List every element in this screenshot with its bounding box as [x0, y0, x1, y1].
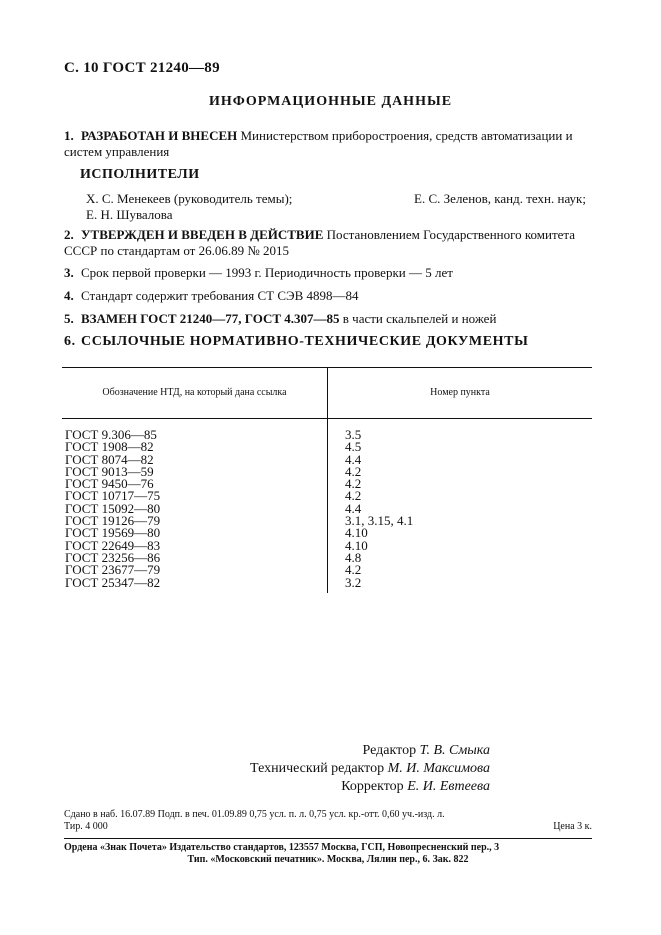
section-2-text: Постановлением Государственного комитета СССР по стандартам от 26.06.89 № 2015 — [64, 227, 576, 258]
ref-item: 3.1, 3.15, 4.1 — [345, 513, 414, 529]
section-1-label: РАЗРАБОТАН И ВНЕСЕН — [81, 128, 238, 143]
section-3-text: Срок первой проверки — 1993 г. Периодичность проверки — 5 лет — [81, 265, 453, 280]
price: Цена 3 к. — [553, 821, 592, 832]
ref-doc: ГОСТ 9450—76 — [62, 478, 328, 490]
section-4-number: 4. — [64, 288, 74, 303]
section-4 — [64, 288, 590, 304]
section-5-number: 5. — [64, 311, 74, 326]
imprint-line: Сдано в наб. 16.07.89 Подп. в печ. 01.09.89 0,75 усл. п. л. 0,75 усл. кр.-отт. 0,60 уч.-изд. л. — [64, 809, 445, 820]
table-header-row — [62, 368, 592, 419]
section-5-text: в части скальпелей и ножей — [339, 311, 497, 326]
imprint-block — [64, 809, 592, 833]
publisher-line-1: Ордена «Знак Почета» Издательство стандартов, 123557 Москва, ГСП, Новопресненский пер., 3 — [64, 842, 500, 853]
ref-doc: ГОСТ 19569—80 — [62, 527, 328, 539]
table-body — [62, 419, 592, 593]
ref-doc: ГОСТ 10717—75 — [62, 490, 328, 502]
section-2-number: 2. — [64, 227, 74, 242]
ref-doc: ГОСТ 23677—79 — [62, 564, 328, 576]
performer-3: Е. Н. Шувалова — [86, 207, 173, 222]
editors-block — [190, 742, 490, 796]
tech-editor-label: Технический редактор — [250, 761, 388, 776]
ref-item: 4.5 — [345, 439, 362, 455]
editor-name: Т. В. Смыка — [419, 743, 490, 758]
section-6-label: ССЫЛОЧНЫЕ НОРМАТИВНО-ТЕХНИЧЕСКИЕ ДОКУМЕНТЫ — [81, 334, 529, 349]
ref-item: 4.2 — [345, 463, 362, 479]
performers-list — [86, 191, 586, 223]
section-2 — [64, 227, 590, 259]
page-title: ИНФОРМАЦИОННЫЕ ДАННЫЕ — [208, 94, 453, 109]
ref-item: 4.2 — [345, 476, 362, 492]
ref-item: 4.2 — [345, 488, 362, 504]
section-1 — [64, 128, 590, 160]
ref-doc: ГОСТ 23256—86 — [62, 552, 328, 564]
tech-editor-line — [190, 760, 490, 778]
corrector-label: Корректор — [341, 779, 408, 794]
ref-doc: ГОСТ 1908—82 — [62, 441, 328, 453]
performer-1: Х. С. Менекеев (руководитель темы); — [86, 191, 293, 206]
ref-item: 3.5 — [345, 427, 362, 442]
table-header-item: Номер пункта — [328, 368, 593, 419]
circulation: Тир. 4 000 — [64, 821, 108, 832]
tech-editor-name: М. И. Максимова — [387, 761, 490, 776]
ref-item: 4.10 — [345, 537, 368, 553]
ref-item: 4.2 — [345, 562, 362, 578]
table-row — [62, 577, 592, 593]
ref-item: 4.8 — [345, 549, 362, 565]
editor-line — [190, 742, 490, 760]
section-5 — [64, 311, 590, 327]
ref-doc: ГОСТ 8074—82 — [62, 454, 328, 466]
performer-2: Е. С. Зеленов, канд. техн. наук; — [414, 191, 586, 206]
performers-heading: ИСПОЛНИТЕЛИ — [80, 167, 200, 182]
editor-label: Редактор — [362, 743, 420, 758]
section-5-label: ВЗАМЕН ГОСТ 21240—77, ГОСТ 4.307—85 — [81, 311, 340, 326]
ref-item: 4.4 — [345, 451, 362, 467]
ref-doc: ГОСТ 25347—82 — [62, 577, 328, 593]
ref-doc: ГОСТ 22649—83 — [62, 540, 328, 552]
table-header-doc: Обозначение НТД, на который дана ссылка — [62, 368, 328, 419]
section-3 — [64, 265, 590, 281]
section-1-text: Министерством приборостроения, средств автоматизации и систем управления — [64, 128, 573, 159]
corrector-line — [190, 778, 490, 796]
ref-doc: ГОСТ 9.306—85 — [62, 429, 328, 441]
section-3-number: 3. — [64, 265, 74, 280]
section-6 — [64, 334, 590, 350]
section-4-text: Стандарт содержит требования СТ СЭВ 4898—84 — [81, 288, 359, 303]
ref-doc: ГОСТ 15092—80 — [62, 503, 328, 515]
ref-doc: ГОСТ 9013—59 — [62, 466, 328, 478]
ref-item: 4.4 — [345, 500, 362, 516]
references-table — [62, 367, 592, 593]
ref-item: 4.10 — [345, 525, 368, 541]
page-header: С. 10 ГОСТ 21240—89 — [64, 60, 220, 76]
section-1-number: 1. — [64, 128, 74, 143]
publisher-block — [64, 842, 592, 866]
publisher-line-2: Тип. «Московский печатник». Москва, Лялин пер., 6. Зак. 822 — [187, 854, 469, 865]
ref-doc: ГОСТ 19126—79 — [62, 515, 328, 527]
ref-item: 3.2 — [345, 574, 362, 590]
section-6-number: 6. — [64, 334, 76, 349]
imprint-divider — [64, 838, 592, 839]
section-2-label: УТВЕРЖДЕН И ВВЕДЕН В ДЕЙСТВИЕ — [81, 227, 324, 242]
corrector-name: Е. И. Евтеева — [407, 779, 490, 794]
